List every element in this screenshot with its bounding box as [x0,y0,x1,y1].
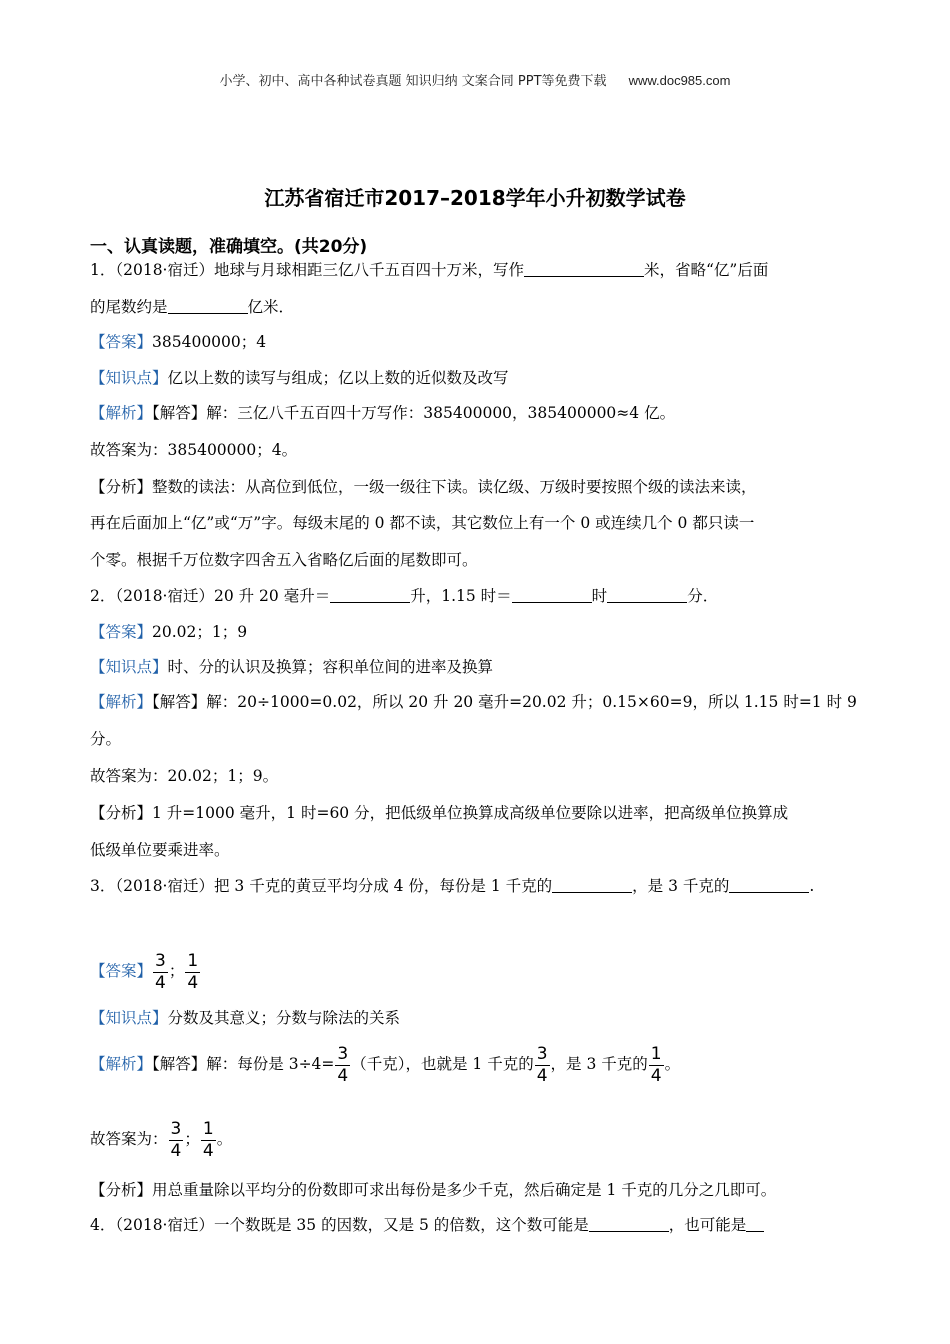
q1-final: 故答案为：385400000；4。 [90,441,298,459]
q1-line1: 1．（2018·宿迁）地球与月球相距三亿八千五百四十万米，写作 米，省略“亿”后面 [90,261,769,279]
q2-blank-2[interactable] [512,587,592,603]
fraction: $\frac{1}{4}$ [650,1043,662,1086]
q2-knowledge: 【知识点】时、分的认识及换算；容积单位间的进率及换算 [90,658,494,676]
q4-blank-2[interactable] [746,1216,764,1232]
q4-line: 4．（2018·宿迁）一个数既是 35 的因数，又是 5 的倍数，这个数可能是 ，也可能是 [90,1215,865,1235]
q2-line: 2．（2018·宿迁）20 升 20 毫升＝ 升，1.15 时＝ 时 分． [90,587,719,605]
q3-answer: 【答案】 $\frac{3}{4}$ ； $\frac{1}{4}$ [90,950,199,993]
page-header [0,70,950,89]
q4-blank-1[interactable] [589,1216,669,1232]
q2-analysis-2: 分。 [90,730,122,748]
q2-fenxi-1: 【分析】1 升=1000 毫升，1 时=60 分，把低级单位换算成高级单位要除以进率，把高级单位换算成 [90,804,789,822]
q1-blank-1[interactable] [524,261,644,277]
section-heading: 一、认真读题，准确填空。(共20分) [90,237,368,257]
q3-analysis: 【解析】【解答】解：每份是 3÷4= $\frac{3}{4}$ （千克），也就是 1 千克的 $\frac{3}{4}$ ，是 3 千克的 $\frac{1}{4}$ 。 [90,1043,681,1086]
fraction: $\frac{3}{4}$ [170,1118,182,1161]
q1-answer: 【答案】385400000；4 [90,333,267,351]
q2-fenxi-2: 低级单位要乘进率。 [90,841,230,859]
q2-final: 故答案为：20.02；1；9。 [90,767,279,785]
q3-final: 故答案为： $\frac{3}{4}$ ； $\frac{1}{4}$ 。 [90,1118,233,1161]
q1-fenxi-2: 再在后面加上“亿”或“万”字。每级末尾的 0 都不读，其它数位上有一个 0 或连续几个 0 都只读一 [90,514,755,532]
q2-answer: 【答案】20.02；1；9 [90,623,248,641]
q3-fenxi: 【分析】用总重量除以平均分的份数即可求出每份是多少千克，然后确定是 1 千克的几分之几即可。 [90,1181,777,1199]
fraction: $\frac{1}{4}$ [187,950,199,993]
q2-analysis-1: 【解析】【解答】解：20÷1000=0.02，所以 20 升 20 毫升=20.02 升；0.15×60=9，所以 1.15 时=1 时 9 [90,693,857,711]
fraction: $\frac{3}{4}$ [337,1043,349,1086]
q1-fenxi-3: 个零。根据千万位数字四舍五入省略亿后面的尾数即可。 [90,551,478,569]
fraction: $\frac{3}{4}$ [155,950,166,993]
header-site[interactable]: www.doc985.com [628,73,731,88]
q1-blank-2[interactable] [168,298,248,314]
q2-blank-1[interactable] [330,587,410,603]
fraction: $\frac{1}{4}$ [202,1118,214,1161]
q3-blank-2[interactable] [729,877,809,893]
q3-knowledge: 【知识点】分数及其意义；分数与除法的关系 [90,1009,401,1027]
exam-title: 江苏省宿迁市2017–2018学年小升初数学试卷 [264,186,686,210]
q1-analysis: 【解析】【解答】解：三亿八千五百四十万写作：385400000，385400000≈4 亿。 [90,404,676,422]
q3-line: 3．（2018·宿迁）把 3 千克的黄豆平均分成 4 份，每份是 1 千克的 ，是 3 千克的 . [90,877,815,895]
q3-blank-1[interactable] [552,877,632,893]
q2-blank-3[interactable] [607,587,687,603]
q1-fenxi-1: 【分析】整数的读法：从高位到低位，一级一级往下读。读亿级、万级时要按照个级的读法来读， [90,478,757,496]
fraction: $\frac{3}{4}$ [536,1043,548,1086]
header-text: 小学、初中、高中各种试卷真题 知识归纳 文案合同 PPT等免费下载 [219,74,607,89]
q1-knowledge: 【知识点】亿以上数的读写与组成；亿以上数的近似数及改写 [90,369,509,387]
q1-line2: 的尾数约是 亿米． [90,298,295,316]
